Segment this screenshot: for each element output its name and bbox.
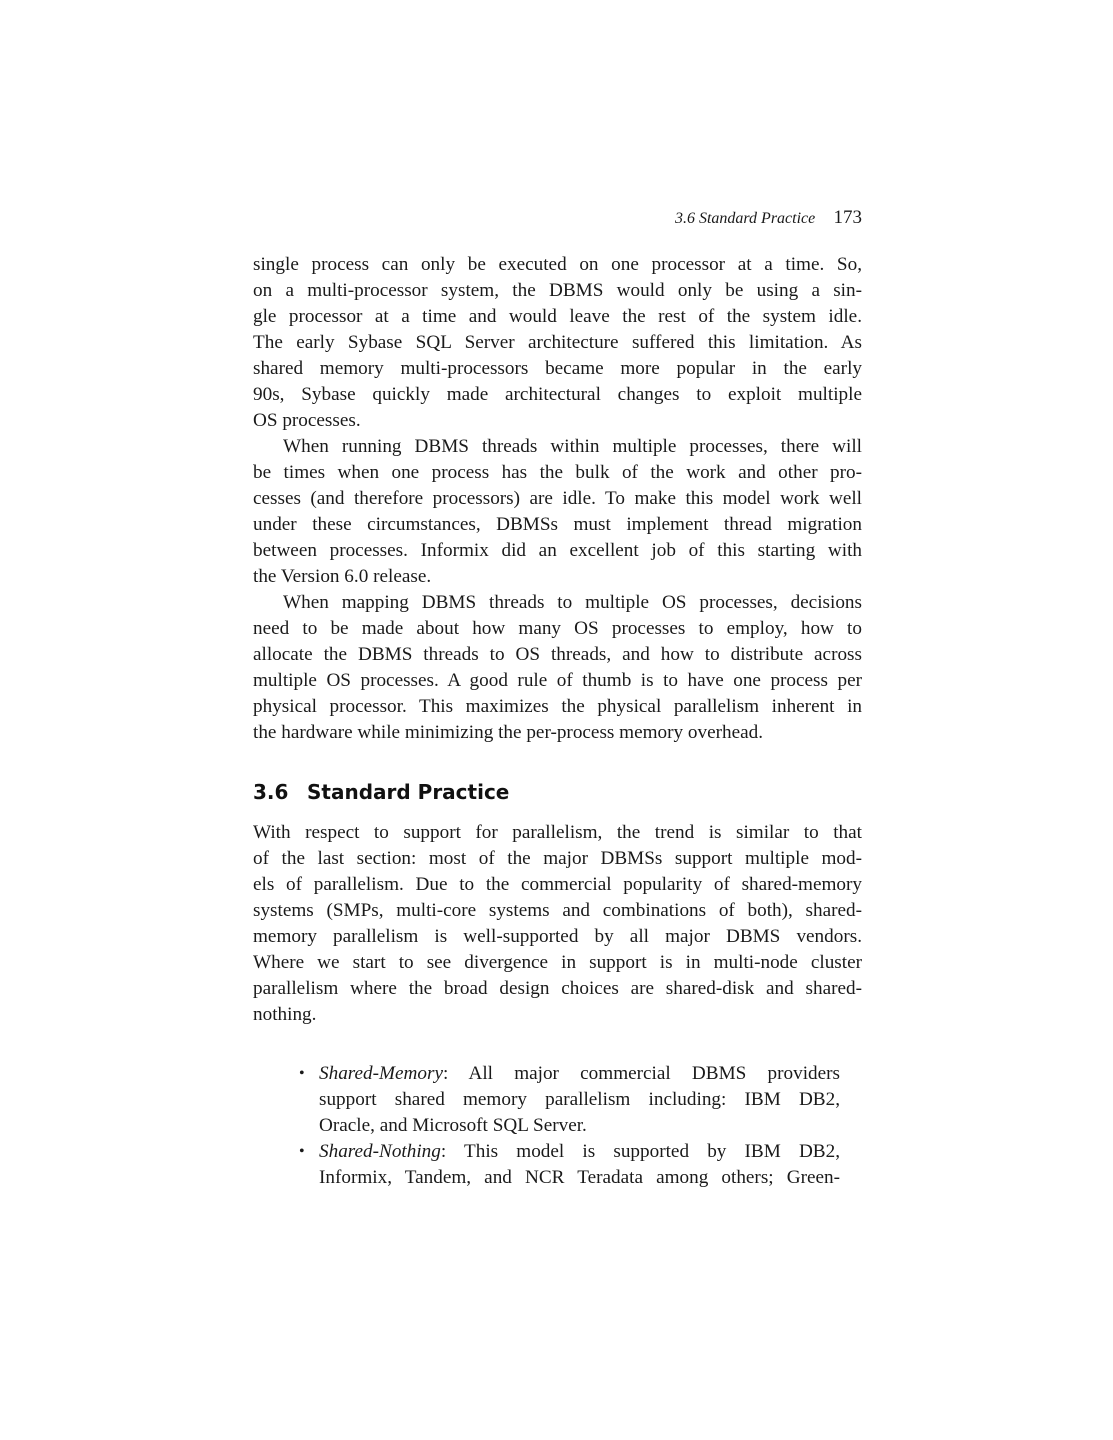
text-line: between processes. Informix did an excellent job of this starting with — [253, 540, 862, 561]
paragraph-2 — [253, 434, 862, 590]
section-title: Standard Practice — [307, 780, 510, 804]
text-line: 90s, Sybase quickly made architectural changes to exploit multiple — [253, 384, 862, 405]
bullet-item-shared-memory — [299, 1061, 840, 1139]
text-line: on a multi-processor system, the DBMS would only be using a sin- — [253, 280, 862, 301]
text-line: With respect to support for parallelism, the trend is similar to that — [253, 822, 862, 843]
text-line: under these circumstances, DBMSs must implement thread migration — [253, 514, 862, 535]
text-line: shared memory multi-processors became more popular in the early — [253, 358, 862, 379]
running-head-title: 3.6 Standard Practice — [674, 210, 816, 227]
bullet-text: : This model is supported by IBM DB2, — [440, 1141, 840, 1162]
bullet-icon: • — [299, 1143, 305, 1160]
text-line: OS processes. — [253, 410, 361, 431]
section-paragraph — [253, 820, 862, 1028]
section-heading — [253, 778, 509, 806]
page-number: 173 — [833, 207, 862, 228]
text-line: allocate the DBMS threads to OS threads, and how to distribute across — [253, 644, 862, 665]
bullet-term: Shared-Nothing — [319, 1141, 441, 1162]
bullet-text: : All major commercial DBMS providers — [442, 1063, 840, 1084]
text-line: gle processor at a time and would leave the rest of the system idle. — [253, 306, 862, 327]
text-line: els of parallelism. Due to the commercial popularity of shared-memory — [253, 874, 862, 895]
text-line: The early Sybase SQL Server architecture suffered this limitation. As — [253, 332, 862, 353]
text-line: systems (SMPs, multi-core systems and combinations of both), shared- — [253, 900, 862, 921]
text-line: parallelism where the broad design choices are shared-disk and shared- — [253, 978, 862, 999]
bullet-icon: • — [299, 1065, 305, 1082]
text-line: Informix, Tandem, and NCR Teradata among others; Green- — [319, 1167, 840, 1188]
text-line: multiple OS processes. A good rule of thumb is to have one process per — [253, 670, 862, 691]
bullet-term: Shared-Memory — [319, 1063, 443, 1084]
text-line: need to be made about how many OS processes to employ, how to — [253, 618, 862, 639]
bullet-list — [299, 1061, 840, 1191]
text-line: When mapping DBMS threads to multiple OS processes, decisions — [283, 592, 862, 613]
text-line: Oracle, and Microsoft SQL Server. — [319, 1115, 587, 1136]
text-line — [319, 1061, 840, 1087]
text-line: be times when one process has the bulk of the work and other pro- — [253, 462, 862, 483]
paragraph-1 — [253, 252, 862, 434]
text-line: the Version 6.0 release. — [253, 566, 432, 587]
text-line: the hardware while minimizing the per-process memory overhead. — [253, 722, 764, 743]
text-line: nothing. — [253, 1004, 317, 1025]
text-line: When running DBMS threads within multiple processes, there will — [283, 436, 862, 457]
section-number: 3.6 — [253, 780, 289, 804]
text-line: support shared memory parallelism including: IBM DB2, — [319, 1089, 840, 1110]
text-line: physical processor. This maximizes the physical parallelism inherent in — [253, 696, 862, 717]
text-line: Where we start to see divergence in support is in multi-node cluster — [253, 952, 862, 973]
bullet-item-shared-nothing — [299, 1139, 840, 1191]
text-line: cesses (and therefore processors) are idle. To make this model work well — [253, 488, 862, 509]
text-line: single process can only be executed on one processor at a time. So, — [253, 254, 862, 275]
paragraph-3 — [253, 590, 862, 746]
text-line: of the last section: most of the major DBMSs support multiple mod- — [253, 848, 862, 869]
text-line — [319, 1139, 840, 1165]
running-head — [253, 207, 862, 230]
text-line: memory parallelism is well-supported by all major DBMS vendors. — [253, 926, 862, 947]
